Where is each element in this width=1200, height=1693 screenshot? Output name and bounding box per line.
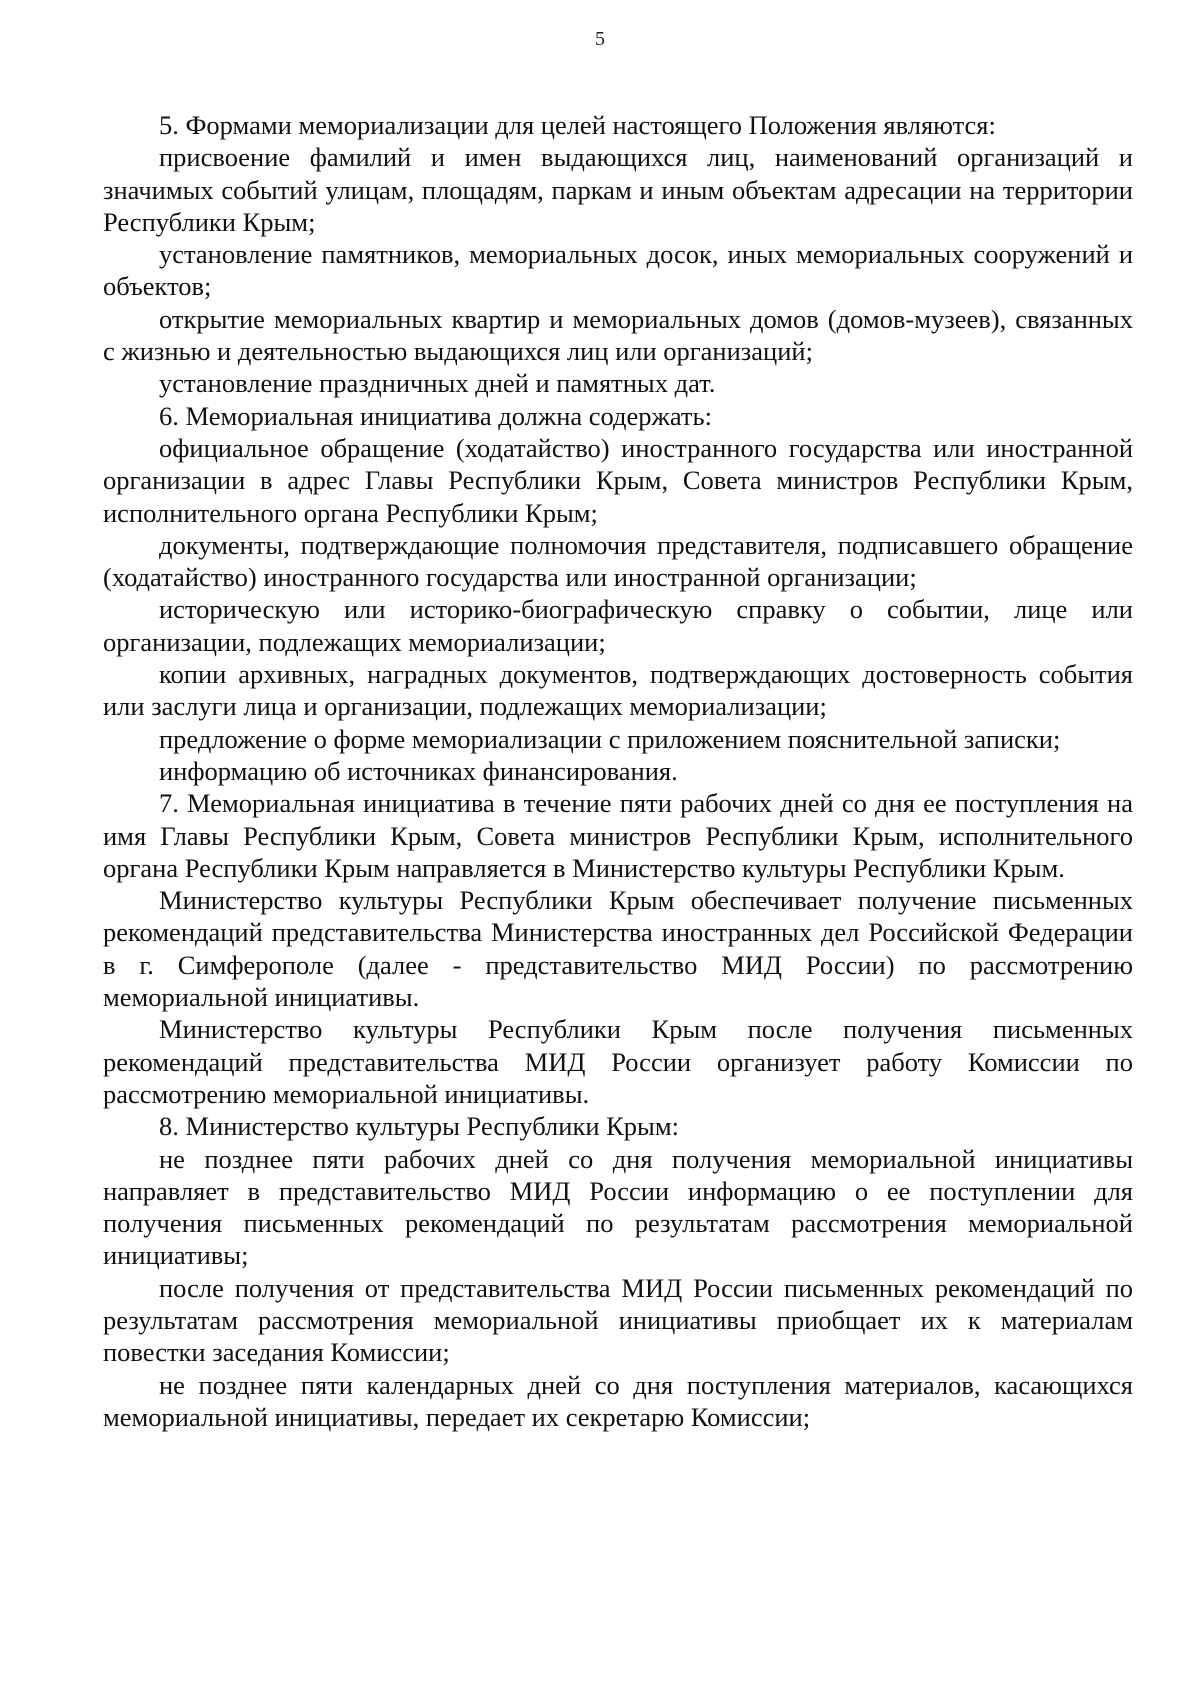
paragraph: предложение о форме мемориализации с приложением пояснительной записки; <box>159 723 1061 754</box>
paragraph-5-heading: 5. Формами мемориализации для целей настоящего Положения являются: <box>159 110 996 140</box>
paragraph: не позднее пяти календарных дней со дня поступления материалов, касающихся мемориальной инициативы, передает их секретарю Комиссии; <box>103 1369 1133 1432</box>
paragraph: документы, подтверждающие полномочия представителя, подписавшего обращение (ходатайство) иностранного государства или иностранной организации; <box>103 529 1133 593</box>
paragraph: установление памятников, мемориальных досок, иных мемориальных сооружений и объектов; <box>103 239 1133 302</box>
paragraph: открытие мемориальных квартир и мемориальных домов (домов-музеев), связанных с жизнью и деятельностью выдающихся лиц или организаций; <box>103 303 1133 367</box>
paragraph: копии архивных, наградных документов, подтверждающих достоверность события или заслуги лица и организации, подлежащих мемориализации; <box>103 659 1133 722</box>
paragraph: после получения от представительства МИД России письменных рекомендаций по результатам рассмотрения мемориальной инициативы приобщает их к материалам повестки заседания Комиссии; <box>103 1272 1133 1368</box>
paragraph: присвоение фамилий и имен выдающихся лиц, наименований организаций и значимых событий улицам, площадям, паркам и иным объектам адресации на территории Республики Крым; <box>103 142 1133 237</box>
paragraph: Министерство культуры Республики Крым обеспечивает получение письменных рекомендаций представительства Министерства иностранных дел Российской Федерации в г. Симферополе (далее - представительство МИД России) по рассмотрению мемориальной инициативы. <box>103 885 1133 1013</box>
paragraph: Министерство культуры Республики Крым после получения письменных рекомендаций представительства МИД России организует работу Комиссии по рассмотрению мемориальной инициативы. <box>103 1014 1133 1109</box>
paragraph: историческую или историко-биографическую справку о событии, лице или организации, подлежащих мемориализации; <box>103 594 1133 657</box>
paragraph: информацию об источниках финансирования. <box>159 755 678 786</box>
paragraph-6-heading: 6. Мемориальная инициатива должна содержать: <box>159 400 712 431</box>
paragraph-8-heading: 8. Министерство культуры Республики Крым: <box>159 1111 679 1142</box>
page-number: 5 <box>595 28 605 50</box>
paragraph: не позднее пяти рабочих дней со дня получения мемориальной инициативы направляет в представительство МИД России информацию о ее поступлении для получения письменных рекомендаций по результатам рассмотрения мемориальной инициативы; <box>103 1143 1133 1271</box>
paragraph: установление праздничных дней и памятных дат. <box>159 368 716 399</box>
paragraph-7: 7. Мемориальная инициатива в течение пяти рабочих дней со дня ее поступления на имя Главы Республики Крым, Совета министров Республики Крым, исполнительного органа Республики Крым направляется в Министерство культуры Республики Крым. <box>103 788 1133 883</box>
document-body <box>103 109 1133 1433</box>
paragraph: официальное обращение (ходатайство) иностранного государства или иностранной организации в адрес Главы Республики Крым, Совета министров Республики Крым, исполнительного органа Республики Крым; <box>103 432 1133 528</box>
